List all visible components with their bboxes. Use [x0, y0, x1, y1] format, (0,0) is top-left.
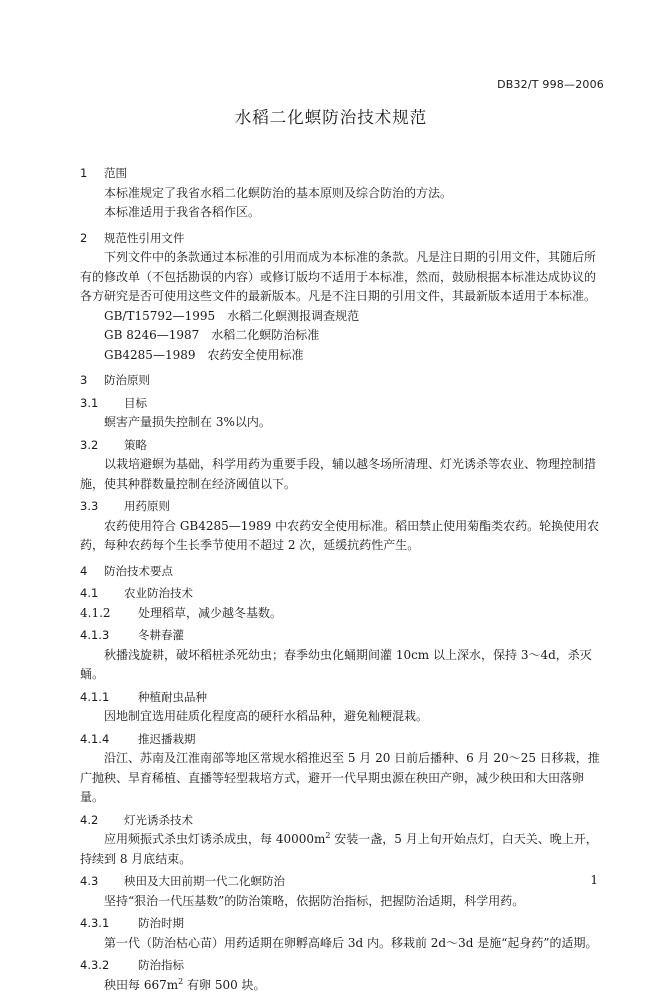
- clause-title: 冬耕春灌: [138, 628, 184, 642]
- section-2-heading: [80, 229, 606, 249]
- section-number: 1: [80, 164, 104, 184]
- section-1-heading: [80, 164, 606, 184]
- clause-heading: [80, 956, 606, 976]
- section-number: 2: [80, 229, 104, 249]
- subsection-title: 策略: [124, 438, 147, 452]
- section-title: 规范性引用文件: [104, 231, 185, 245]
- document-body: [80, 164, 606, 995]
- text-run: 安装一盏，5 月上旬开始点灯，白天关、晚上开，持续到 8 月底结束。: [80, 832, 598, 866]
- clause-number: 4.3.2: [80, 956, 138, 976]
- subsection-heading: [80, 394, 606, 414]
- subsection-heading: [80, 436, 606, 456]
- section-title: 防治原则: [104, 373, 150, 387]
- clause-number: 4.1.3: [80, 626, 138, 646]
- paragraph: 本标准适用于我省各稻作区。: [80, 203, 606, 223]
- clause-number: 4.3.1: [80, 914, 138, 934]
- clause-heading: [80, 730, 606, 750]
- text-run: 应用频振式杀虫灯诱杀成虫，每 40000m: [104, 832, 325, 846]
- clause-title: 推迟播栽期: [138, 732, 196, 746]
- text-run: 秧田每 667m: [104, 978, 178, 992]
- subsection-heading: [80, 497, 606, 517]
- subsection-number: 4.2: [80, 811, 124, 831]
- subsection-title: 目标: [124, 396, 147, 410]
- document-title: 水稻二化螟防治技术规范: [0, 104, 662, 128]
- reference-item: GB 8246—1987 水稻二化螟防治标准: [80, 326, 606, 346]
- subsection-title: 秧田及大田前期一代二化螟防治: [124, 874, 285, 888]
- text-run: 有卵 500 块。: [183, 978, 265, 992]
- paragraph: 第一代（防治枯心苗）用药适期在卵孵高峰后 3d 内。移栽前 2d～3d 是施“起身药”的适期。: [80, 934, 606, 954]
- section-3-heading: [80, 371, 606, 391]
- clause-heading: [80, 626, 606, 646]
- subsection-number: 4.1: [80, 584, 124, 604]
- paragraph: 以栽培避螟为基础，科学用药为重要手段，辅以越冬场所清理、灯光诱杀等农业、物理控制措施，使其种群数量控制在经济阈值以下。: [80, 455, 606, 494]
- paragraph: 因地制宜选用硅质化程度高的硬秆水稻品种，避免籼粳混栽。: [80, 707, 606, 727]
- clause-heading: [80, 688, 606, 708]
- paragraph: 螟害产量损失控制在 3%以内。: [80, 413, 606, 433]
- paragraph: 沿江、苏南及江淮南部等地区常规水稻推迟至 5 月 20 日前后播种、6 月 20～25 日移栽，推广抛秧、旱育稀植、直播等轻型栽培方式，避开一代早期虫源在秧田产卵，减少秧田和大田落卵量。: [80, 749, 606, 808]
- standard-code: DB32/T 998—2006: [497, 78, 604, 91]
- paragraph: 下列文件中的条款通过本标准的引用而成为本标准的条款。凡是注日期的引用文件，其随后所有的修改单（不包括勘误的内容）或修订版均不适用于本标准，然而，鼓励根据本标准达成协议的各方研究是否可使用这些文件的最新版本。凡是不注日期的引用文件，其最新版本适用于本标准。: [80, 248, 606, 307]
- page-number: 1: [590, 873, 598, 887]
- subsection-title: 灯光诱杀技术: [124, 813, 193, 827]
- clause-number: 4.1.4: [80, 730, 138, 750]
- clause-title: 种植耐虫品种: [138, 690, 207, 704]
- clause-line: [80, 604, 606, 624]
- reference-item: GB/T15792—1995 水稻二化螟测报调查规范: [80, 307, 606, 327]
- section-number: 3: [80, 371, 104, 391]
- subsection-heading: [80, 811, 606, 831]
- subsection-title: 农业防治技术: [124, 586, 193, 600]
- section-title: 防治技术要点: [104, 564, 173, 578]
- subsection-number: 3.1: [80, 394, 124, 414]
- clause-text: 处理稻草，减少越冬基数。: [138, 606, 282, 620]
- subsection-heading: [80, 872, 606, 892]
- clause-number: 4.1.2: [80, 604, 138, 624]
- superscript: 2: [325, 831, 330, 840]
- clause-number: 4.1.1: [80, 688, 138, 708]
- subsection-title: 用药原则: [124, 499, 170, 513]
- clause-title: 防治时期: [138, 916, 184, 930]
- paragraph: 秋播浅旋耕，破坏稻桩杀死幼虫；春季幼虫化蛹期间灌 10cm 以上深水，保持 3～4d，杀灭蛹。: [80, 646, 606, 685]
- clause-title: 防治指标: [138, 958, 184, 972]
- subsection-number: 3.3: [80, 497, 124, 517]
- clause-heading: [80, 914, 606, 934]
- section-title: 范围: [104, 166, 127, 180]
- subsection-heading: [80, 584, 606, 604]
- subsection-number: 3.2: [80, 436, 124, 456]
- section-4-heading: [80, 562, 606, 582]
- subsection-number: 4.3: [80, 872, 124, 892]
- superscript: 2: [178, 977, 183, 986]
- reference-item: GB4285—1989 农药安全使用标准: [80, 346, 606, 366]
- paragraph: 本标准规定了我省水稻二化螟防治的基本原则及综合防治的方法。: [80, 184, 606, 204]
- paragraph: 坚持“狠治一代压基数”的防治策略，依据防治指标，把握防治适期，科学用药。: [80, 892, 606, 912]
- paragraph: [80, 976, 606, 995]
- section-number: 4: [80, 562, 104, 582]
- paragraph: [80, 830, 606, 869]
- paragraph: 农药使用符合 GB4285—1989 中农药安全使用标准。稻田禁止使用菊酯类农药。轮换使用农药，每种农药每个生长季节使用不超过 2 次，延缓抗药性产生。: [80, 517, 606, 556]
